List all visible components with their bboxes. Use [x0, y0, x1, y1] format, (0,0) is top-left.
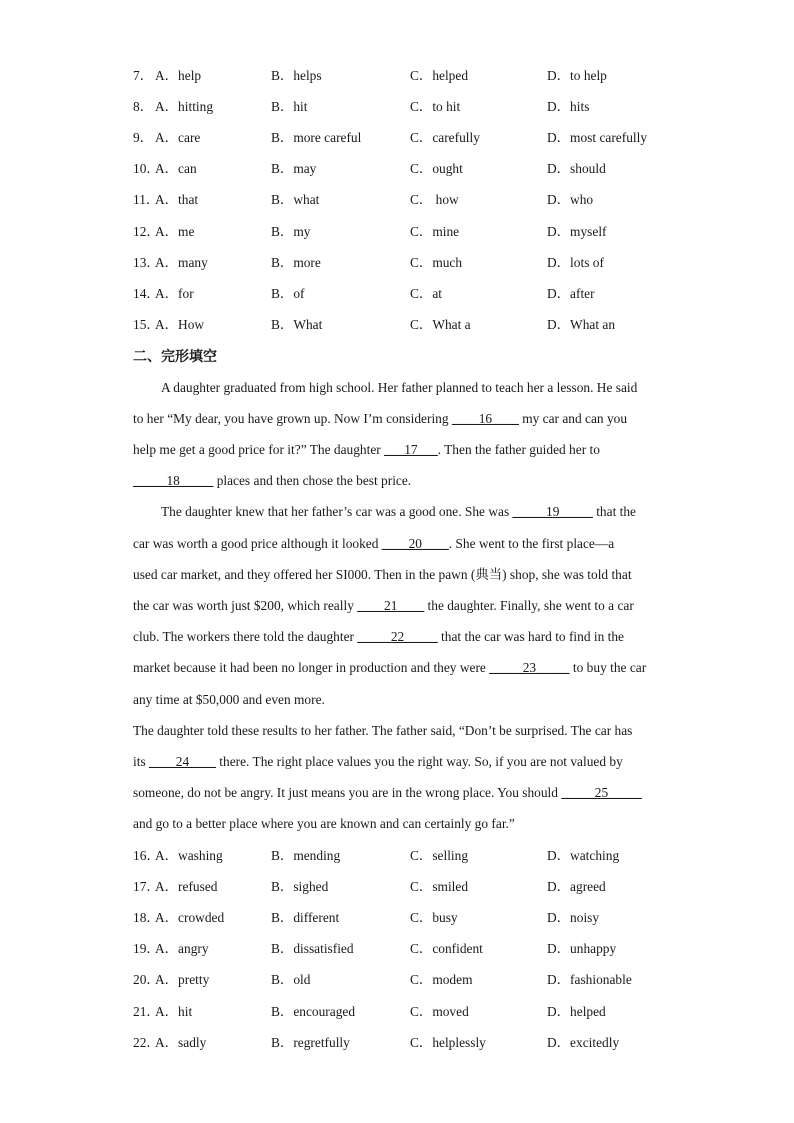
blank-20: ____20____ [381, 536, 449, 551]
question-number: 16． [133, 848, 160, 863]
passage-text: someone, do not be angry. It just means you are in the wrong place. You should [133, 785, 562, 800]
passage-text: market because it had been no longer in production and they were [133, 660, 490, 675]
option-d: D．noisy [547, 910, 600, 925]
option-d: D．hits [547, 99, 590, 114]
option-c: C．to hit [410, 99, 461, 114]
option-a: A．crowded [155, 910, 225, 925]
blank-19: _____19_____ [512, 504, 593, 519]
question-number: 19． [133, 941, 160, 956]
question-row-16 [133, 846, 673, 866]
blank-16: ____16____ [451, 411, 519, 426]
option-a: A．care [155, 130, 201, 145]
option-b: B．of [271, 286, 305, 301]
passage-line [133, 627, 624, 647]
option-d: D．fashionable [547, 972, 632, 987]
option-d: D．watching [547, 848, 620, 863]
option-d: D．after [547, 286, 595, 301]
question-number: 18． [133, 910, 160, 925]
option-d: D．most carefully [547, 130, 648, 145]
option-c: C．modem [410, 972, 473, 987]
option-d: D．helped [547, 1004, 606, 1019]
option-b: B．what [271, 192, 320, 207]
option-b: B．dissatisfied [271, 941, 354, 956]
question-row-18 [133, 908, 673, 928]
option-b: B．helps [271, 68, 322, 83]
option-d: D．unhappy [547, 941, 617, 956]
question-row-20 [133, 970, 673, 990]
option-a: A．many [155, 255, 208, 270]
option-a: A．sadly [155, 1035, 207, 1050]
option-d: D．What an [547, 317, 616, 332]
passage-line [133, 565, 632, 585]
passage-line [133, 814, 515, 834]
passage-line [133, 658, 646, 678]
option-a: A．pretty [155, 972, 210, 987]
question-number: 17． [133, 879, 160, 894]
question-row-19 [133, 939, 673, 959]
option-a: A．washing [155, 848, 223, 863]
passage-text: car was worth a good price although it looked [133, 536, 382, 551]
option-c: C．helplessly [410, 1035, 486, 1050]
option-d: D．myself [547, 224, 607, 239]
option-b: B．sighed [271, 879, 329, 894]
passage-text: its [133, 754, 149, 769]
question-row-9 [133, 128, 673, 148]
passage-text: club. The workers there told the daughter [133, 629, 358, 644]
passage-text: The daughter told these results to her father. The father said, “Don’t be surprised. The car has [133, 723, 633, 738]
option-a: A．hitting [155, 99, 214, 114]
passage-text: to her “My dear, you have grown up. Now I’m considering [133, 411, 452, 426]
passage-line [161, 502, 636, 522]
passage-line [133, 783, 642, 803]
option-b: B．hit [271, 99, 308, 114]
option-c: C．mine [410, 224, 460, 239]
passage-text: that the car was hard to find in the [437, 629, 624, 644]
question-number: 7． [133, 68, 154, 83]
option-a: A．help [155, 68, 202, 83]
question-row-21 [133, 1002, 673, 1022]
option-c: C． how [410, 192, 459, 207]
option-d: D．agreed [547, 879, 606, 894]
passage-text: . Then the father guided her to [437, 442, 600, 457]
blank-23: _____23_____ [489, 660, 570, 675]
question-number: 12． [133, 224, 160, 239]
question-number: 8． [133, 99, 154, 114]
question-number: 10． [133, 161, 160, 176]
passage-text: A daughter graduated from high school. Her father planned to teach her a lesson. He said [161, 380, 638, 395]
option-c: C．selling [410, 848, 469, 863]
passage-text: the daughter. Finally, she went to a car [424, 598, 634, 613]
option-d: D．lots of [547, 255, 604, 270]
option-c: C．carefully [410, 130, 480, 145]
passage-text: there. The right place values you the right way. So, if you are not valued by [215, 754, 623, 769]
passage-text: my car and can you [518, 411, 628, 426]
question-row-22 [133, 1033, 673, 1053]
question-row-15 [133, 315, 673, 335]
passage-text: and go to a better place where you are known and can certainly go far.” [133, 816, 515, 831]
blank-22: _____22_____ [357, 629, 438, 644]
option-a: A．refused [155, 879, 218, 894]
option-b: B．mending [271, 848, 341, 863]
passage-text: The daughter knew that her father’s car was a good one. She was [161, 504, 513, 519]
option-b: B．regretfully [271, 1035, 350, 1050]
option-c: C．helped [410, 68, 469, 83]
option-c: C．moved [410, 1004, 469, 1019]
option-c: C．busy [410, 910, 458, 925]
option-a: A．angry [155, 941, 209, 956]
question-number: 20． [133, 972, 160, 987]
passage-text: places and then chose the best price. [213, 473, 412, 488]
passage-text: help me get a good price for it?” The daughter [133, 442, 385, 457]
option-d: D．who [547, 192, 594, 207]
passage-line [133, 471, 411, 491]
question-row-17 [133, 877, 673, 897]
blank-18: _____18_____ [133, 473, 214, 488]
passage-line [133, 440, 600, 460]
passage-text: the car was worth just $200, which really [133, 598, 358, 613]
option-b: B．encouraged [271, 1004, 356, 1019]
question-number: 9． [133, 130, 154, 145]
question-number: 15． [133, 317, 160, 332]
option-b: B．more careful [271, 130, 362, 145]
option-b: B．my [271, 224, 311, 239]
option-a: A．that [155, 192, 199, 207]
option-a: A．for [155, 286, 194, 301]
option-c: C．at [410, 286, 442, 301]
question-row-13 [133, 253, 673, 273]
passage-line [133, 534, 614, 554]
question-row-11 [133, 190, 673, 210]
passage-text: any time at $50,000 and even more. [133, 692, 325, 707]
blank-24: ____24____ [149, 754, 216, 769]
question-number: 21． [133, 1004, 160, 1019]
passage-text: . She went to the first place—a [448, 536, 615, 551]
option-d: D．to help [547, 68, 607, 83]
option-b: B．different [271, 910, 340, 925]
option-b: B．may [271, 161, 317, 176]
question-number: 14． [133, 286, 160, 301]
blank-25: _____25_____ [561, 785, 642, 800]
option-b: B．old [271, 972, 311, 987]
passage-text: that the [592, 504, 636, 519]
passage-text: used car market, and they offered her SI000. Then in the pawn (典当) shop, she was told that [133, 567, 632, 582]
option-b: B．What [271, 317, 323, 332]
option-d: D．excitedly [547, 1035, 620, 1050]
section-heading: 二、完形填空 [133, 349, 217, 365]
option-d: D．should [547, 161, 606, 176]
option-c: C．confident [410, 941, 483, 956]
question-row-14 [133, 284, 673, 304]
question-number: 22． [133, 1035, 160, 1050]
question-number: 13． [133, 255, 160, 270]
option-a: A．me [155, 224, 195, 239]
passage-line [133, 596, 634, 616]
passage-line [133, 690, 325, 710]
option-a: A．hit [155, 1004, 193, 1019]
question-row-7 [133, 66, 673, 86]
question-number: 11． [133, 192, 160, 207]
passage-line [133, 721, 632, 741]
passage-text: to buy the car [569, 660, 647, 675]
question-row-12 [133, 222, 673, 242]
question-row-8 [133, 97, 673, 117]
option-c: C．much [410, 255, 463, 270]
passage-line [133, 409, 627, 429]
option-a: A．can [155, 161, 197, 176]
question-row-10 [133, 159, 673, 179]
blank-17: ___17___ [384, 442, 438, 457]
blank-21: ____21____ [357, 598, 425, 613]
option-c: C．smiled [410, 879, 469, 894]
option-a: A．How [155, 317, 205, 332]
passage-line [133, 752, 623, 772]
option-c: C．What a [410, 317, 471, 332]
option-c: C．ought [410, 161, 463, 176]
option-b: B．more [271, 255, 321, 270]
passage-line [161, 378, 637, 398]
